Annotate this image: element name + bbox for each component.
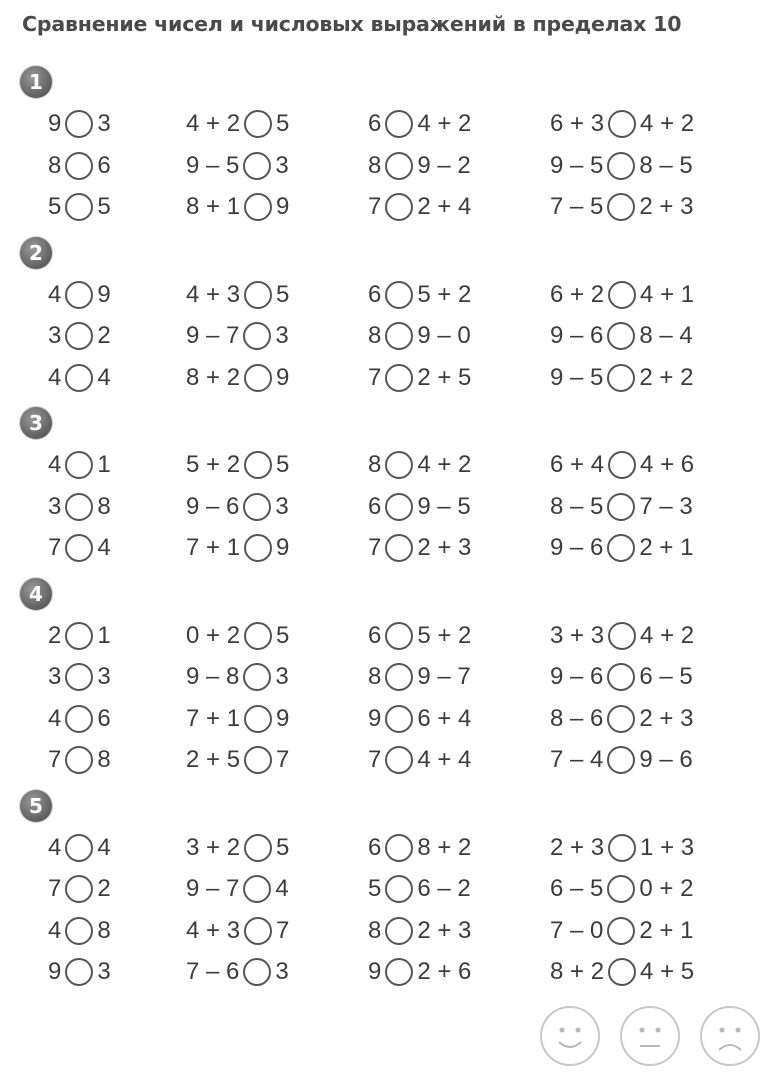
comparison-sign-circle[interactable] (243, 322, 271, 350)
comparison-sign-circle[interactable] (608, 834, 636, 862)
right-operand: 9 (276, 193, 290, 220)
left-operand: 2 + 5 (186, 746, 241, 773)
comparison-sign-circle[interactable] (65, 917, 93, 945)
comparison-expression (186, 618, 289, 654)
comparison-expression (368, 489, 471, 525)
left-operand: 7 (368, 363, 382, 391)
comparison-sign-circle[interactable] (65, 281, 93, 309)
right-operand: 2 + 3 (417, 916, 472, 944)
comparison-row (0, 618, 777, 654)
comparison-expression (368, 618, 471, 654)
comparison-row (0, 106, 777, 142)
comparison-sign-circle[interactable] (65, 622, 93, 650)
comparison-sign-circle[interactable] (65, 958, 93, 986)
comparison-row (0, 360, 777, 396)
right-operand: 4 + 5 (640, 958, 695, 985)
comparison-sign-circle[interactable] (607, 364, 635, 392)
comparison-expression (368, 913, 471, 949)
left-operand: 9 (368, 704, 382, 732)
right-operand: 2 (97, 322, 111, 349)
right-operand: 4 + 2 (417, 451, 472, 478)
comparison-expression (48, 659, 111, 695)
comparison-expression (550, 871, 693, 907)
right-operand: 5 (276, 110, 290, 137)
comparison-expression (368, 659, 471, 695)
comparison-sign-circle[interactable] (65, 746, 93, 774)
comparison-sign-circle[interactable] (607, 534, 635, 562)
comparison-expression (186, 871, 289, 907)
comparison-expression (550, 447, 694, 483)
right-operand: 4 + 1 (640, 280, 695, 308)
left-operand: 3 + 2 (186, 833, 241, 861)
comparison-expression (550, 618, 694, 654)
comparison-expression (550, 659, 693, 695)
left-operand: 6 (368, 621, 382, 649)
neutral-face-icon[interactable] (620, 1006, 680, 1066)
comparison-row (0, 913, 777, 949)
comparison-expression (550, 277, 694, 313)
right-operand: 9 – 2 (417, 151, 471, 179)
left-operand: 6 – 5 (550, 875, 604, 902)
comparison-expression (48, 106, 111, 142)
left-operand: 5 (368, 875, 382, 902)
left-operand: 9 – 8 (186, 663, 240, 690)
comparison-sign-circle[interactable] (385, 322, 413, 350)
comparison-sign-circle[interactable] (243, 493, 271, 521)
comparison-sign-circle[interactable] (244, 534, 272, 562)
left-operand: 5 (48, 193, 62, 220)
left-operand: 4 + 3 (186, 280, 241, 308)
comparison-sign-circle[interactable] (385, 110, 413, 138)
comparison-sign-circle[interactable] (385, 152, 413, 180)
right-operand: 2 + 6 (417, 958, 472, 985)
comparison-expression (186, 954, 289, 990)
right-operand: 3 (275, 958, 289, 985)
comparison-sign-circle[interactable] (385, 281, 413, 309)
comparison-row (0, 659, 777, 695)
left-operand: 8 (48, 151, 62, 179)
left-operand: 4 + 3 (186, 916, 241, 944)
right-operand: 3 (275, 322, 289, 349)
left-operand: 8 – 6 (550, 704, 604, 732)
right-operand: 7 (276, 746, 290, 773)
comparison-expression (368, 830, 471, 866)
comparison-expression (368, 701, 471, 737)
comparison-row (0, 447, 777, 483)
left-operand: 4 (48, 916, 62, 944)
left-operand: 4 (48, 363, 62, 391)
comparison-expression (368, 742, 471, 778)
right-operand: 2 + 3 (639, 704, 694, 732)
comparison-sign-circle[interactable] (65, 364, 93, 392)
left-operand: 9 – 6 (550, 534, 604, 561)
right-operand: 9 – 6 (639, 746, 693, 773)
comparison-expression (48, 447, 111, 483)
left-operand: 7 (48, 534, 62, 561)
comparison-sign-circle[interactable] (385, 917, 413, 945)
right-operand: 5 + 2 (417, 621, 472, 649)
left-operand: 9 (48, 958, 62, 985)
left-operand: 3 (48, 492, 62, 520)
comparison-row (0, 530, 777, 566)
left-operand: 0 + 2 (186, 621, 241, 649)
comparison-expression (186, 189, 289, 225)
right-operand: 3 (275, 492, 289, 520)
comparison-sign-circle[interactable] (243, 875, 271, 903)
comparison-sign-circle[interactable] (65, 663, 93, 691)
right-operand: 1 (97, 621, 111, 649)
comparison-sign-circle[interactable] (607, 705, 635, 733)
right-operand: 5 (276, 280, 290, 308)
left-operand: 7 – 6 (186, 958, 240, 985)
comparison-expression (48, 318, 111, 354)
comparison-expression (186, 148, 289, 184)
right-operand: 8 (97, 492, 111, 520)
left-operand: 7 (368, 746, 382, 773)
right-operand: 4 (97, 833, 111, 861)
left-operand: 8 (368, 916, 382, 944)
comparison-sign-circle[interactable] (65, 451, 93, 479)
comparison-sign-circle[interactable] (385, 451, 413, 479)
comparison-expression (186, 318, 289, 354)
comparison-expression (48, 618, 111, 654)
right-operand: 2 + 3 (639, 193, 694, 220)
comparison-expression (550, 530, 693, 566)
comparison-expression (368, 189, 471, 225)
comparison-expression (368, 106, 471, 142)
comparison-row (0, 148, 777, 184)
left-operand: 4 (48, 451, 62, 478)
left-operand: 7 + 1 (186, 704, 241, 732)
happy-face-icon[interactable] (540, 1006, 600, 1066)
left-operand: 9 – 6 (550, 322, 604, 349)
right-operand: 6 – 2 (417, 875, 471, 902)
right-operand: 8 (97, 916, 111, 944)
comparison-sign-circle[interactable] (244, 364, 272, 392)
left-operand: 9 – 5 (186, 151, 240, 179)
section-number-badge: 2 (20, 237, 52, 269)
comparison-row (0, 871, 777, 907)
left-operand: 8 + 2 (550, 958, 605, 985)
comparison-expression (550, 189, 693, 225)
right-operand: 9 (276, 534, 290, 561)
left-operand: 9 – 7 (186, 322, 240, 349)
comparison-expression (368, 954, 471, 990)
right-operand: 7 – 3 (639, 492, 693, 520)
comparison-sign-circle[interactable] (608, 281, 636, 309)
left-operand: 9 – 7 (186, 875, 240, 902)
left-operand: 6 (368, 492, 382, 520)
comparison-expression (186, 447, 289, 483)
comparison-sign-circle[interactable] (244, 746, 272, 774)
right-operand: 8 – 5 (639, 151, 693, 179)
comparison-sign-circle[interactable] (244, 110, 272, 138)
comparison-row (0, 489, 777, 525)
comparison-expression (48, 954, 111, 990)
comparison-row (0, 830, 777, 866)
left-operand: 7 – 0 (550, 916, 604, 944)
right-operand: 3 (97, 958, 111, 985)
comparison-sign-circle[interactable] (65, 875, 93, 903)
right-operand: 2 + 3 (417, 534, 472, 561)
left-operand: 2 + 3 (550, 833, 605, 861)
comparison-expression (368, 318, 471, 354)
left-operand: 6 (368, 110, 382, 137)
right-operand: 4 + 2 (640, 110, 695, 137)
right-operand: 6 (97, 704, 111, 732)
left-operand: 7 (368, 193, 382, 220)
comparison-sign-circle[interactable] (607, 875, 635, 903)
sad-face-icon[interactable] (700, 1006, 760, 1066)
comparison-expression (550, 148, 693, 184)
comparison-sign-circle[interactable] (243, 152, 271, 180)
comparison-expression (48, 489, 111, 525)
comparison-sign-circle[interactable] (385, 834, 413, 862)
left-operand: 8 (368, 322, 382, 349)
comparison-row (0, 277, 777, 313)
comparison-expression (186, 913, 289, 949)
comparison-sign-circle[interactable] (244, 917, 272, 945)
comparison-sign-circle[interactable] (385, 663, 413, 691)
right-operand: 5 + 2 (417, 280, 472, 308)
left-operand: 6 + 4 (550, 451, 605, 478)
left-operand: 9 – 6 (186, 492, 240, 520)
comparison-expression (550, 830, 694, 866)
comparison-row (0, 701, 777, 737)
comparison-expression (186, 659, 289, 695)
comparison-sign-circle[interactable] (385, 746, 413, 774)
right-operand: 2 + 1 (639, 534, 694, 561)
comparison-sign-circle[interactable] (243, 958, 271, 986)
comparison-expression (48, 530, 111, 566)
comparison-sign-circle[interactable] (607, 322, 635, 350)
left-operand: 8 (368, 151, 382, 179)
right-operand: 5 (276, 621, 290, 649)
right-operand: 2 + 1 (639, 916, 694, 944)
comparison-sign-circle[interactable] (607, 663, 635, 691)
comparison-expression (368, 277, 471, 313)
comparison-expression (550, 489, 693, 525)
right-operand: 6 (97, 151, 111, 179)
right-operand: 2 + 2 (639, 363, 694, 391)
right-operand: 5 (97, 193, 111, 220)
comparison-sign-circle[interactable] (65, 534, 93, 562)
comparison-sign-circle[interactable] (608, 451, 636, 479)
comparison-expression (550, 742, 693, 778)
right-operand: 6 + 4 (417, 704, 472, 732)
comparison-sign-circle[interactable] (244, 705, 272, 733)
left-operand: 4 + 2 (186, 110, 241, 137)
comparison-sign-circle[interactable] (608, 110, 636, 138)
right-operand: 4 + 6 (640, 451, 695, 478)
comparison-expression (48, 830, 111, 866)
comparison-expression (186, 530, 289, 566)
comparison-expression (186, 830, 289, 866)
right-operand: 2 + 4 (417, 193, 472, 220)
comparison-row (0, 189, 777, 225)
comparison-expression (368, 360, 471, 396)
right-operand: 4 + 4 (417, 746, 472, 773)
left-operand: 4 (48, 280, 62, 308)
right-operand: 5 (276, 451, 290, 478)
comparison-expression (186, 106, 289, 142)
comparison-sign-circle[interactable] (608, 958, 636, 986)
left-operand: 9 – 5 (550, 363, 604, 391)
left-operand: 9 – 5 (550, 151, 604, 179)
comparison-sign-circle[interactable] (385, 364, 413, 392)
left-operand: 7 (48, 746, 62, 773)
right-operand: 8 – 4 (639, 322, 693, 349)
comparison-sign-circle[interactable] (607, 493, 635, 521)
section-number-badge: 5 (20, 790, 52, 822)
left-operand: 7 – 5 (550, 193, 604, 220)
right-operand: 7 (276, 916, 290, 944)
comparison-sign-circle[interactable] (65, 193, 93, 221)
right-operand: 9 – 7 (417, 663, 471, 690)
left-operand: 3 (48, 663, 62, 690)
left-operand: 7 (368, 534, 382, 561)
page-title: Сравнение чисел и числовых выражений в пределах 10 (22, 12, 682, 36)
right-operand: 3 (275, 663, 289, 690)
right-operand: 1 + 3 (640, 833, 695, 861)
left-operand: 8 + 1 (186, 193, 241, 220)
comparison-sign-circle[interactable] (385, 493, 413, 521)
comparison-sign-circle[interactable] (385, 622, 413, 650)
right-operand: 4 (275, 875, 289, 902)
comparison-expression (368, 871, 471, 907)
comparison-expression (368, 530, 471, 566)
right-operand: 6 – 5 (639, 663, 693, 690)
comparison-expression (48, 871, 111, 907)
section-number-badge: 4 (20, 578, 52, 610)
left-operand: 9 – 6 (550, 663, 604, 690)
left-operand: 6 (368, 833, 382, 861)
comparison-sign-circle[interactable] (244, 193, 272, 221)
comparison-sign-circle[interactable] (385, 958, 413, 986)
right-operand: 4 + 2 (640, 621, 695, 649)
comparison-row (0, 742, 777, 778)
comparison-expression (48, 360, 111, 396)
comparison-expression (186, 277, 289, 313)
right-operand: 4 (97, 363, 111, 391)
comparison-expression (48, 742, 111, 778)
comparison-expression (550, 318, 693, 354)
comparison-expression (550, 913, 693, 949)
right-operand: 9 – 5 (417, 492, 471, 520)
left-operand: 6 (368, 280, 382, 308)
comparison-sign-circle[interactable] (65, 493, 93, 521)
left-operand: 7 + 1 (186, 534, 241, 561)
right-operand: 3 (275, 151, 289, 179)
comparison-expression (48, 701, 111, 737)
left-operand: 8 (368, 451, 382, 478)
right-operand: 9 – 0 (417, 322, 471, 349)
comparison-expression (186, 360, 289, 396)
left-operand: 8 (368, 663, 382, 690)
comparison-sign-circle[interactable] (65, 834, 93, 862)
right-operand: 2 (97, 875, 111, 902)
comparison-expression (48, 913, 111, 949)
right-operand: 1 (97, 451, 111, 478)
left-operand: 9 (48, 110, 62, 137)
left-operand: 6 + 3 (550, 110, 605, 137)
left-operand: 8 – 5 (550, 492, 604, 520)
left-operand: 5 + 2 (186, 451, 241, 478)
comparison-expression (186, 489, 289, 525)
left-operand: 4 (48, 833, 62, 861)
comparison-expression (550, 360, 693, 396)
right-operand: 9 (97, 280, 111, 308)
comparison-expression (550, 954, 694, 990)
comparison-expression (48, 277, 111, 313)
comparison-sign-circle[interactable] (385, 705, 413, 733)
comparison-sign-circle[interactable] (65, 110, 93, 138)
comparison-sign-circle[interactable] (607, 917, 635, 945)
comparison-expression (186, 742, 289, 778)
left-operand: 8 + 2 (186, 363, 241, 391)
self-assessment-faces (540, 1006, 760, 1066)
comparison-sign-circle[interactable] (65, 322, 93, 350)
left-operand: 3 (48, 322, 62, 349)
comparison-sign-circle[interactable] (607, 152, 635, 180)
left-operand: 2 (48, 621, 62, 649)
comparison-expression (186, 701, 289, 737)
comparison-sign-circle[interactable] (244, 622, 272, 650)
comparison-sign-circle[interactable] (385, 193, 413, 221)
comparison-expression (550, 701, 693, 737)
section-number-badge: 3 (20, 407, 52, 439)
left-operand: 9 (368, 958, 382, 985)
comparison-row (0, 318, 777, 354)
right-operand: 2 + 5 (417, 363, 472, 391)
comparison-expression (48, 148, 111, 184)
right-operand: 9 (276, 363, 290, 391)
left-operand: 7 (48, 875, 62, 902)
right-operand: 4 + 2 (417, 110, 472, 137)
right-operand: 8 + 2 (417, 833, 472, 861)
section-number-badge: 1 (20, 66, 52, 98)
comparison-expression (48, 189, 111, 225)
right-operand: 4 (97, 534, 111, 561)
comparison-sign-circle[interactable] (243, 663, 271, 691)
comparison-sign-circle[interactable] (607, 746, 635, 774)
comparison-sign-circle[interactable] (244, 451, 272, 479)
left-operand: 3 + 3 (550, 621, 605, 649)
comparison-expression (550, 106, 694, 142)
left-operand: 7 – 4 (550, 746, 604, 773)
comparison-expression (368, 148, 471, 184)
right-operand: 0 + 2 (639, 875, 694, 902)
right-operand: 3 (97, 663, 111, 690)
comparison-sign-circle[interactable] (65, 152, 93, 180)
left-operand: 4 (48, 704, 62, 732)
right-operand: 5 (276, 833, 290, 861)
right-operand: 3 (97, 110, 111, 137)
comparison-sign-circle[interactable] (385, 534, 413, 562)
comparison-sign-circle[interactable] (65, 705, 93, 733)
comparison-sign-circle[interactable] (385, 875, 413, 903)
comparison-sign-circle[interactable] (608, 622, 636, 650)
comparison-sign-circle[interactable] (244, 281, 272, 309)
comparison-sign-circle[interactable] (607, 193, 635, 221)
comparison-expression (368, 447, 471, 483)
right-operand: 8 (97, 746, 111, 773)
left-operand: 6 + 2 (550, 280, 605, 308)
comparison-row (0, 954, 777, 990)
right-operand: 9 (276, 704, 290, 732)
comparison-sign-circle[interactable] (244, 834, 272, 862)
